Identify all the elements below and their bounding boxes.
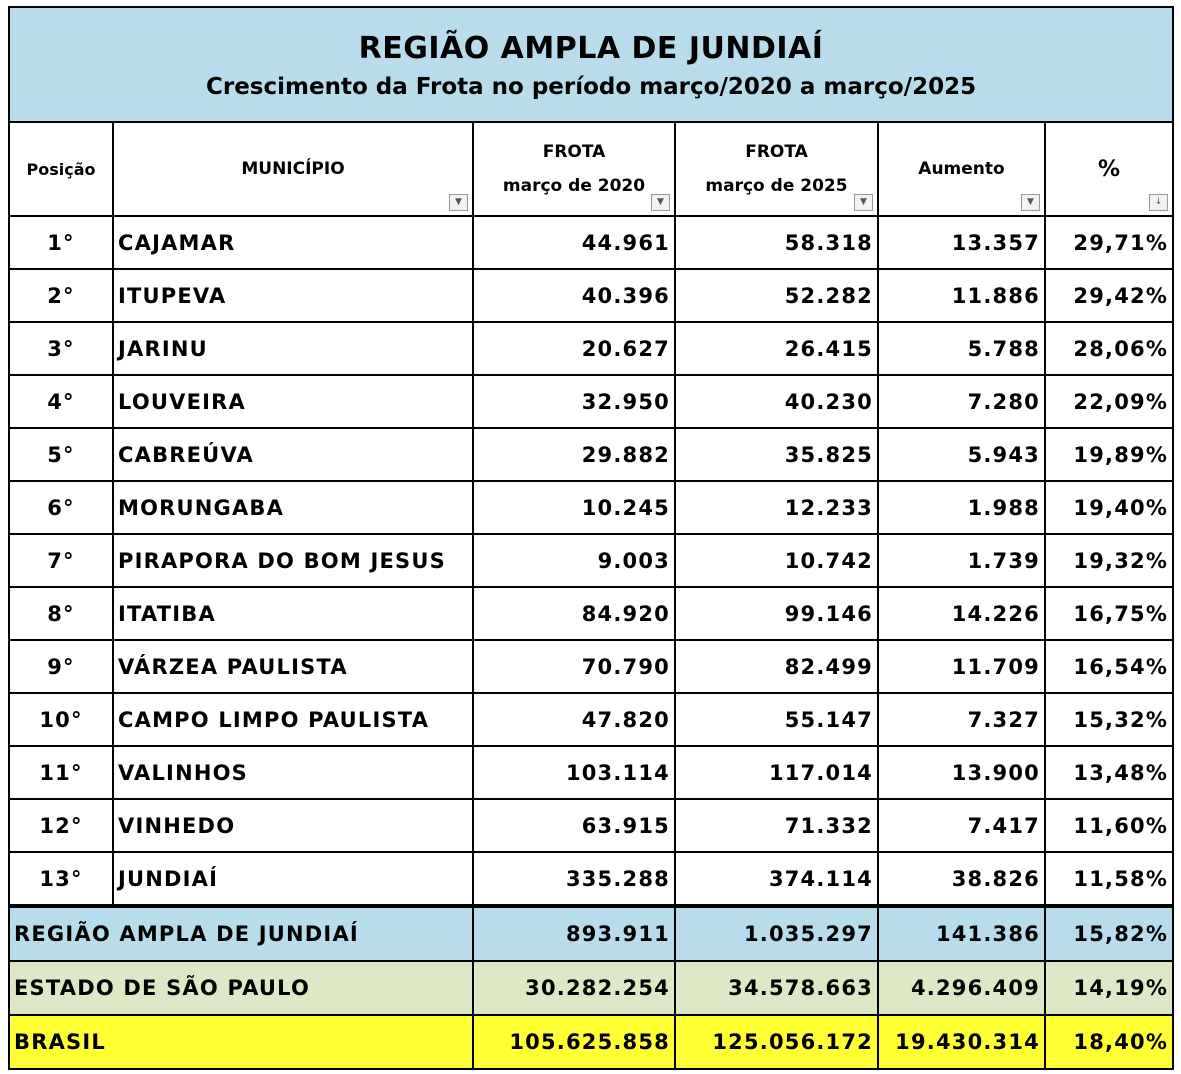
table-row — [9, 587, 1173, 640]
cell-pct: 11,60% — [1045, 799, 1173, 852]
cell-frota-2020: 84.920 — [473, 587, 675, 640]
total-frota-2020: 105.625.858 — [473, 1015, 675, 1069]
cell-frota-2025: 40.230 — [675, 375, 878, 428]
cell-municipio: CABREÚVA — [113, 428, 473, 481]
total-frota-2025: 34.578.663 — [675, 961, 878, 1015]
cell-municipio: VALINHOS — [113, 746, 473, 799]
total-frota-2020: 893.911 — [473, 906, 675, 961]
header-frota-2025-line1: FROTA — [745, 142, 808, 162]
table-row — [9, 375, 1173, 428]
total-pct: 14,19% — [1045, 961, 1173, 1015]
cell-frota-2025: 26.415 — [675, 322, 878, 375]
cell-municipio: PIRAPORA DO BOM JESUS — [113, 534, 473, 587]
cell-pct: 16,54% — [1045, 640, 1173, 693]
total-aumento: 19.430.314 — [878, 1015, 1045, 1069]
header-municipio — [113, 122, 473, 216]
cell-position: 9° — [9, 640, 113, 693]
cell-aumento: 7.327 — [878, 693, 1045, 746]
cell-position: 2° — [9, 269, 113, 322]
table-row — [9, 269, 1173, 322]
cell-frota-2025: 82.499 — [675, 640, 878, 693]
cell-frota-2025: 12.233 — [675, 481, 878, 534]
cell-municipio: VÁRZEA PAULISTA — [113, 640, 473, 693]
cell-pct: 15,32% — [1045, 693, 1173, 746]
cell-pct: 16,75% — [1045, 587, 1173, 640]
total-aumento: 4.296.409 — [878, 961, 1045, 1015]
cell-aumento: 7.280 — [878, 375, 1045, 428]
cell-aumento: 13.900 — [878, 746, 1045, 799]
cell-frota-2025: 374.114 — [675, 852, 878, 906]
total-frota-2025: 1.035.297 — [675, 906, 878, 961]
cell-frota-2020: 40.396 — [473, 269, 675, 322]
total-label-brasil: BRASIL — [9, 1015, 473, 1069]
filter-dropdown-icon[interactable]: ▼ — [449, 194, 468, 211]
header-aumento — [878, 122, 1045, 216]
table-title-block — [9, 7, 1173, 122]
cell-position: 5° — [9, 428, 113, 481]
cell-frota-2020: 44.961 — [473, 216, 675, 269]
cell-aumento: 38.826 — [878, 852, 1045, 906]
cell-aumento: 11.709 — [878, 640, 1045, 693]
sort-desc-icon[interactable]: ↓ — [1149, 194, 1168, 211]
table-row — [9, 852, 1173, 906]
cell-municipio: LOUVEIRA — [113, 375, 473, 428]
header-frota-2025 — [675, 122, 878, 216]
table-row — [9, 693, 1173, 746]
cell-frota-2025: 71.332 — [675, 799, 878, 852]
header-pct-label: % — [1098, 156, 1121, 182]
fleet-growth-table — [8, 6, 1172, 1070]
table-row — [9, 216, 1173, 269]
table-row — [9, 640, 1173, 693]
total-row-regiao — [9, 906, 1173, 961]
cell-position: 10° — [9, 693, 113, 746]
table-row — [9, 746, 1173, 799]
cell-aumento: 11.886 — [878, 269, 1045, 322]
cell-aumento: 14.226 — [878, 587, 1045, 640]
cell-aumento: 13.357 — [878, 216, 1045, 269]
header-municipio-label: MUNICÍPIO — [241, 159, 345, 179]
cell-aumento: 1.988 — [878, 481, 1045, 534]
cell-position: 13° — [9, 852, 113, 906]
cell-municipio: CAMPO LIMPO PAULISTA — [113, 693, 473, 746]
cell-aumento: 5.943 — [878, 428, 1045, 481]
total-aumento: 141.386 — [878, 906, 1045, 961]
table-row — [9, 481, 1173, 534]
cell-aumento: 5.788 — [878, 322, 1045, 375]
cell-frota-2025: 117.014 — [675, 746, 878, 799]
cell-frota-2025: 52.282 — [675, 269, 878, 322]
header-frota-2020-line2: março de 2020 — [502, 176, 646, 196]
cell-frota-2020: 9.003 — [473, 534, 675, 587]
header-pct — [1045, 122, 1173, 216]
cell-pct: 13,48% — [1045, 746, 1173, 799]
cell-pct: 19,40% — [1045, 481, 1173, 534]
total-label-estado: ESTADO DE SÃO PAULO — [9, 961, 473, 1015]
header-row — [9, 122, 1173, 216]
cell-position: 12° — [9, 799, 113, 852]
cell-pct: 19,32% — [1045, 534, 1173, 587]
cell-frota-2020: 335.288 — [473, 852, 675, 906]
cell-pct: 28,06% — [1045, 322, 1173, 375]
cell-municipio: ITATIBA — [113, 587, 473, 640]
cell-position: 6° — [9, 481, 113, 534]
total-label-regiao: REGIÃO AMPLA DE JUNDIAÍ — [9, 906, 473, 961]
total-frota-2025: 125.056.172 — [675, 1015, 878, 1069]
cell-frota-2020: 70.790 — [473, 640, 675, 693]
total-pct: 18,40% — [1045, 1015, 1173, 1069]
cell-frota-2020: 29.882 — [473, 428, 675, 481]
table-row — [9, 799, 1173, 852]
filter-dropdown-icon[interactable]: ▼ — [854, 194, 873, 211]
cell-position: 7° — [9, 534, 113, 587]
cell-municipio: JUNDIAÍ — [113, 852, 473, 906]
cell-position: 11° — [9, 746, 113, 799]
cell-pct: 29,71% — [1045, 216, 1173, 269]
table-row — [9, 534, 1173, 587]
cell-position: 4° — [9, 375, 113, 428]
cell-frota-2025: 58.318 — [675, 216, 878, 269]
cell-pct: 11,58% — [1045, 852, 1173, 906]
cell-frota-2020: 103.114 — [473, 746, 675, 799]
table-subtitle: Crescimento da Frota no período março/2020 a março/2025 — [205, 73, 977, 100]
table-row — [9, 322, 1173, 375]
cell-pct: 19,89% — [1045, 428, 1173, 481]
cell-frota-2025: 35.825 — [675, 428, 878, 481]
header-frota-2020 — [473, 122, 675, 216]
cell-municipio: ITUPEVA — [113, 269, 473, 322]
cell-frota-2020: 63.915 — [473, 799, 675, 852]
cell-pct: 29,42% — [1045, 269, 1173, 322]
cell-frota-2025: 10.742 — [675, 534, 878, 587]
cell-frota-2025: 99.146 — [675, 587, 878, 640]
cell-aumento: 1.739 — [878, 534, 1045, 587]
cell-frota-2020: 32.950 — [473, 375, 675, 428]
table-title: REGIÃO AMPLA DE JUNDIAÍ — [358, 30, 824, 66]
cell-municipio: JARINU — [113, 322, 473, 375]
filter-dropdown-icon[interactable]: ▼ — [651, 194, 670, 211]
header-frota-2025-line2: março de 2025 — [705, 176, 848, 196]
total-row-estado — [9, 961, 1173, 1015]
header-frota-2020-line1: FROTA — [542, 142, 606, 162]
cell-frota-2020: 10.245 — [473, 481, 675, 534]
cell-frota-2020: 47.820 — [473, 693, 675, 746]
total-frota-2020: 30.282.254 — [473, 961, 675, 1015]
cell-municipio: VINHEDO — [113, 799, 473, 852]
total-pct: 15,82% — [1045, 906, 1173, 961]
total-row-brasil — [9, 1015, 1173, 1069]
filter-dropdown-icon[interactable]: ▼ — [1021, 194, 1040, 211]
cell-position: 8° — [9, 587, 113, 640]
cell-frota-2020: 20.627 — [473, 322, 675, 375]
cell-aumento: 7.417 — [878, 799, 1045, 852]
header-posicao: Posição — [9, 122, 113, 216]
header-aumento-label: Aumento — [918, 159, 1005, 179]
cell-municipio: MORUNGABA — [113, 481, 473, 534]
cell-frota-2025: 55.147 — [675, 693, 878, 746]
cell-municipio: CAJAMAR — [113, 216, 473, 269]
cell-pct: 22,09% — [1045, 375, 1173, 428]
cell-position: 1° — [9, 216, 113, 269]
table-row — [9, 428, 1173, 481]
cell-position: 3° — [9, 322, 113, 375]
